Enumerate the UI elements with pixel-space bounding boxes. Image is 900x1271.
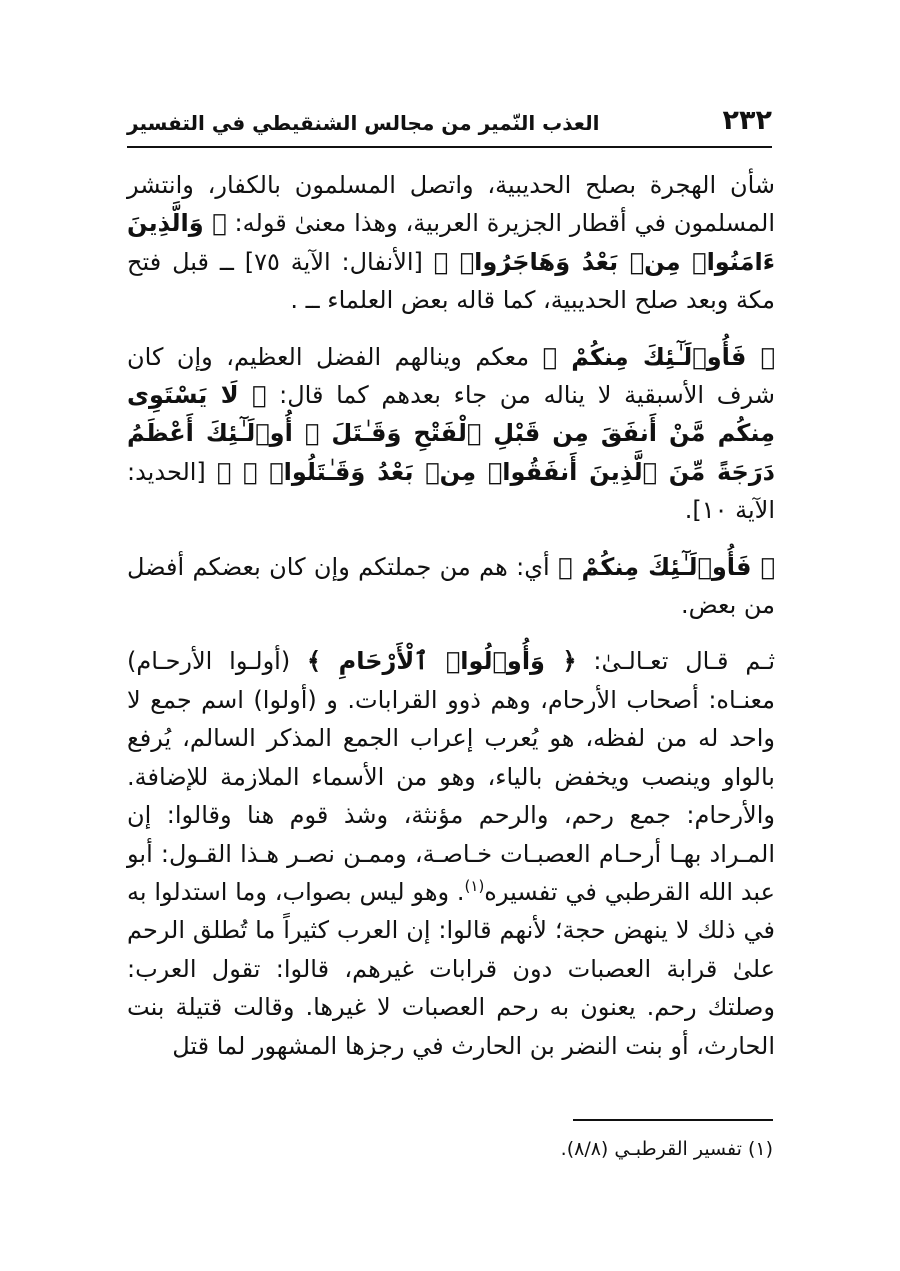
paragraph-2 — [127, 338, 775, 530]
page-number: ٢٣٢ — [722, 105, 772, 136]
footnote: (١) تفسير القرطبـي (٨/٨). — [560, 1138, 773, 1160]
paragraph-1-text-a: شأن الهجرة بصلح الحديبية، واتصل المسلمون بالكفار، وانتشر المسلمون في أقطار الجزيرة العربية، وهذا معنىٰ قوله: — [127, 171, 775, 238]
paragraph-4-text-c: . وهو ليس بصواب، وما استدلوا به في ذلك لا ينهض حجة؛ لأنهم قالوا: إن العرب كثيراً ما تُطلق الرحم علىٰ قرابة العصبات دون قرابات غيرهم، قالوا: تقول العرب: وصلتك رحم. يعنون به رحم العصبات لا غيرها. وقالت قتيلة بنت الحارث، أو بنت النضر بن الحارث في رجزها المشهور لما قتل — [127, 877, 775, 1060]
paragraph-2-text-b: [الحديد: الآية ١٠]. — [127, 457, 775, 525]
quran-quote: ﴿ فَأُو۟لَـٰٓئِكَ مِنكُمْ ﴾ — [558, 552, 775, 581]
header-divider — [127, 146, 772, 148]
quran-quote: ﴿ لَا يَسْتَوِى مِنكُم مَّنْ أَنفَقَ مِن قَبْلِ ٱلْفَتْحِ وَقَـٰتَلَ ۚ أُو۟لَـٰٓئِكَ أَعْظَمُ دَرَجَةً مِّنَ ٱلَّذِينَ أَنفَقُوا۟ مِنۢ بَعْدُ وَقَـٰتَلُوا۟ ۚ ﴾ — [127, 381, 775, 486]
footnote-marker[interactable]: (١) — [464, 876, 485, 895]
footnote-divider — [573, 1119, 773, 1121]
running-header — [127, 104, 772, 144]
quran-quote: ﴿ فَأُو۟لَـٰٓئِكَ مِنكُمْ ﴾ — [542, 342, 775, 371]
paragraph-1 — [127, 166, 775, 320]
paragraph-4-text-a: ثـم قـال تعـالـىٰ: — [576, 647, 775, 676]
quran-quote: ﴿ وَأُو۟لُوا۟ ٱلْأَرْحَامِ ﴾ — [307, 647, 577, 676]
paragraph-3 — [127, 548, 775, 625]
paragraph-4 — [127, 642, 775, 1064]
quran-quote: ﴿ وَالَّذِينَ ءَامَنُوا۟ مِنۢ بَعْدُ وَهَاجَرُوا۟ ﴾ — [127, 209, 775, 276]
paragraph-4-text-b: (أولـوا الأرحـام) معنـاه: أصحاب الأرحام، وهم ذوو القرابات. و (أولوا) اسم جمع لا واحد له من لفظه، هو يُعرب إعراب الجمع المذكر السالم، يُرفع بالواو وينصب ويخفض بالياء، وهو من الأسماء الملازمة للإضافة. والأرحام: جمع رحم، والرحم مؤنثة، وشذ قوم هنا وقالوا: إن المـراد بهـا أرحـام العصبـات خـاصـة، وممـن نصـر هـذا القـول: أبو عبد الله القرطبي في تفسيره — [127, 647, 775, 906]
paragraph-1-text-b: [الأنفال: الآية ٧٥] ــ قبل فتح مكة وبعد صلح الحديبية، كما قاله بعض العلماء ــ . — [127, 247, 775, 315]
running-title: العذب النّمير من مجالس الشنقيطي في التفسير — [127, 111, 600, 135]
paragraph-3-text-a: أي: هم من جملتكم وإن كان بعضكم أفضل من بعض. — [127, 552, 775, 620]
body-text — [127, 166, 775, 1065]
paragraph-2-text-a: معكم وينالهم الفضل العظيم، وإن كان شرف الأسبقية لا يناله من جاء بعدهم كما قال: — [127, 342, 775, 410]
